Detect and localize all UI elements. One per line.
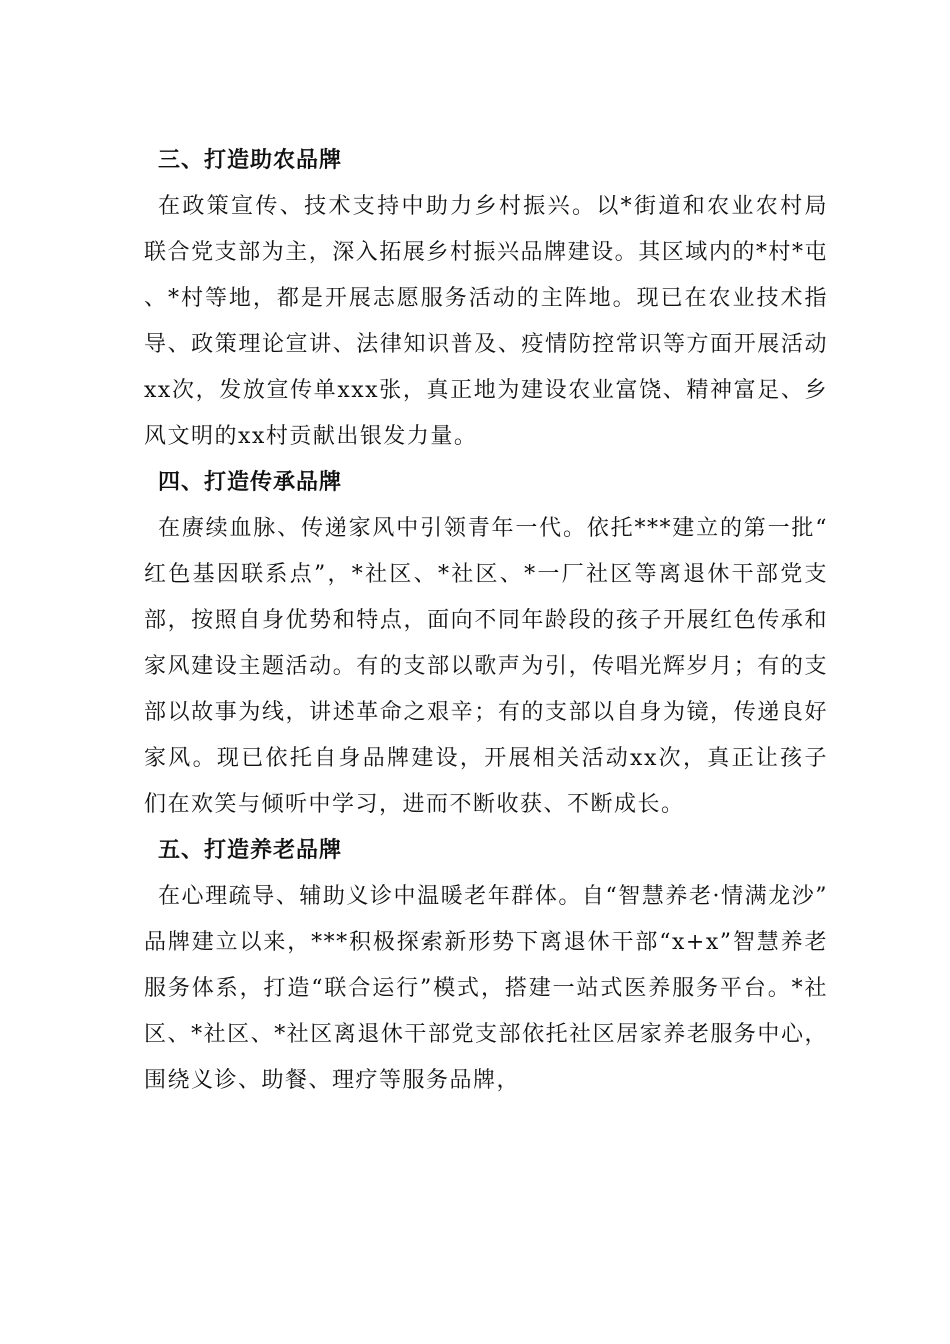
section-paragraph: 在赓续血脉、传递家风中引领青年一代。依托***建立的第一批“红色基因联系点”，*社区、*社区、*一厂社区等离退休干部党支部，按照自身优势和特点，面向不同年龄段的孩子开展红色传承和家风建设主题活动。有的支部以歌声为引，传唱光辉岁月；有的支部以故事为线，讲述革命之艰辛；有的支部以自身为镜，传递良好家风。现已依托自身品牌建设，开展相关活动xx次，真正让孩子们在欢笑与倾听中学习，进而不断收获、不断成长。	[144, 516, 828, 817]
section-elderly-care-brand	[144, 828, 828, 1104]
section-paragraph: 在政策宣传、技术支持中助力乡村振兴。以*街道和农业农村局联合党支部为主，深入拓展乡村振兴品牌建设。其区域内的*村*屯、*村等地，都是开展志愿服务活动的主阵地。现已在农业技术指导、政策理论宣讲、法律知识普及、疫情防控常识等方面开展活动xx次，发放宣传单xxx张，真正地为建设农业富饶、精神富足、乡风文明的xx村贡献出银发力量。	[144, 194, 828, 449]
section-heading: 三、打造助农品牌	[158, 148, 343, 173]
section-heading: 四、打造传承品牌	[158, 470, 343, 495]
section-heritage-brand	[144, 460, 828, 828]
section-heading: 五、打造养老品牌	[158, 838, 343, 863]
section-agriculture-brand	[144, 138, 828, 460]
document-body	[144, 138, 828, 1104]
section-paragraph: 在心理疏导、辅助义诊中温暖老年群体。自“智慧养老·情满龙沙”品牌建立以来，***积极探索新形势下离退休干部“x+x”智慧养老服务体系，打造“联合运行”模式，搭建一站式医养服务平台。*社区、*社区、*社区离退休干部党支部依托社区居家养老服务中心，围绕义诊、助餐、理疗等服务品牌，	[144, 884, 828, 1093]
